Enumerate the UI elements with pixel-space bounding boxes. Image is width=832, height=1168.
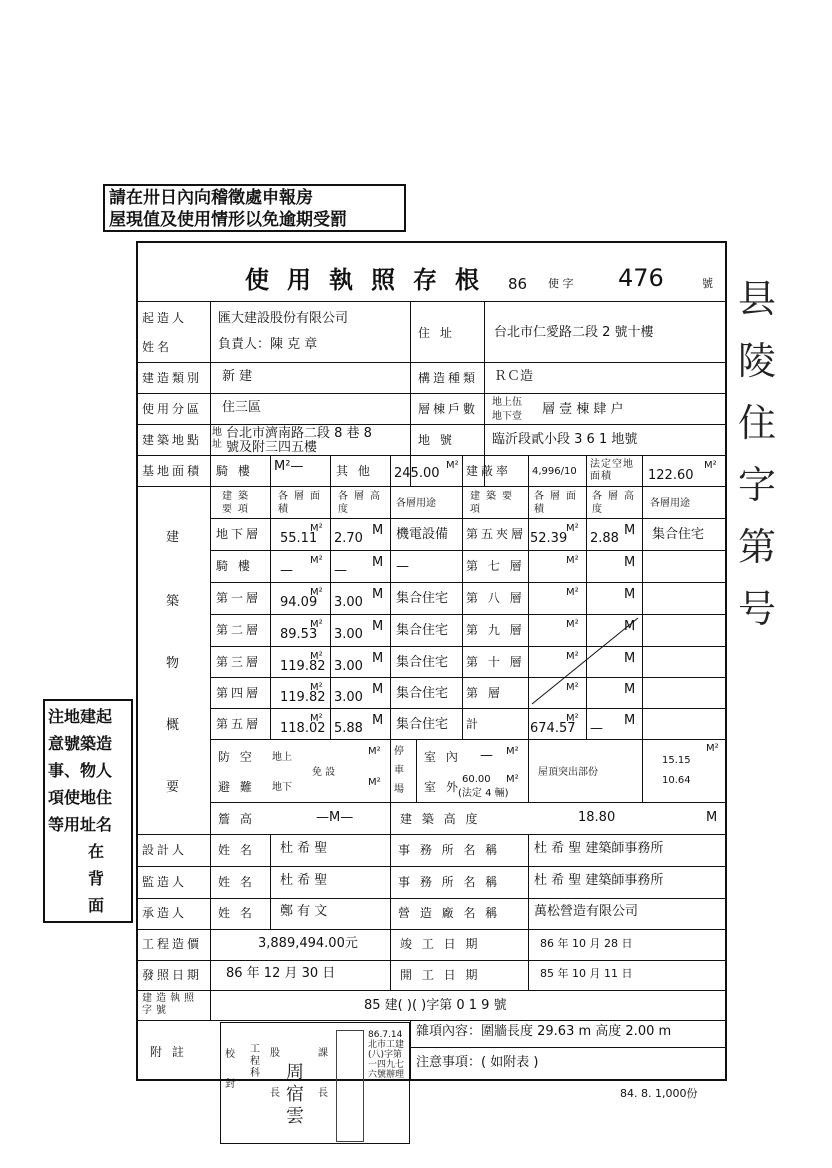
notes-attention: 注意事項：( 如附表 ) (416, 1055, 539, 1070)
form-title: 使用執照存根 (245, 266, 497, 294)
supervisor-office: 杜 希 聖 建築師事務所 (534, 873, 664, 888)
right-floor-name: 第五夾層 (466, 527, 527, 541)
roof-label: 屋頂突出部份 (538, 767, 598, 778)
row-line (136, 455, 727, 456)
row-line (136, 301, 727, 302)
header-number: 476 (618, 264, 664, 292)
row-line (410, 1047, 727, 1048)
left-floor-area-unit: M² (310, 713, 323, 724)
req-label: 法定空地面積 (590, 459, 634, 482)
parking-outdoor: 室 外 (424, 780, 461, 794)
builder-name: 鄭 有 文 (280, 904, 328, 919)
side-note-line-4: 項使地住 (48, 788, 113, 807)
left-floor-area-unit: M² (310, 587, 323, 598)
left-floor-area: 118.02 (280, 721, 326, 736)
left-floor-height: 2.70 (334, 531, 363, 546)
section-char-4: 概 (166, 718, 180, 733)
left-floor-name: 第三層 (216, 655, 262, 669)
section-char-1: 建 (166, 530, 180, 545)
row-line (210, 582, 727, 583)
parking-indoor-val: — (480, 748, 493, 763)
floors-up: 地上伍 (492, 397, 522, 408)
left-floor-use: — (396, 559, 409, 574)
seal-col-3: 股長 (270, 1048, 280, 1099)
row-line (136, 393, 727, 394)
applicant-rep: 負責人：陳 克 章 (218, 337, 318, 352)
right-floor-name: 第 七 層 (466, 559, 525, 573)
header-zi: 使 字 (548, 277, 574, 290)
shelter-unit-1: M² (368, 746, 381, 757)
right-floor-area-unit: M² (566, 651, 579, 662)
roof-val-1: 15.15 (662, 755, 691, 766)
left-floor-height-unit: M (372, 682, 384, 697)
col-line (390, 802, 391, 834)
designer-name: 杜 希 聖 (280, 841, 328, 856)
left-floor-use: 集合住宅 (396, 717, 449, 732)
left-floor-height-unit: M (372, 619, 384, 634)
notes-label: 附 註 (150, 1045, 187, 1059)
side-note-line-2: 意號築造 (48, 734, 113, 753)
footer-print: 84. 8. 1,000份 (620, 1087, 698, 1100)
right-char-3: 住 (738, 401, 777, 445)
section-char-3: 物 (166, 656, 180, 671)
floors-down: 地下壹 (492, 411, 522, 422)
col-line (642, 739, 643, 802)
row-line (136, 866, 727, 867)
permit-value: 85 建( )( )字第 0 1 9 號 (364, 998, 507, 1013)
supervisor-label: 監造人 (142, 875, 188, 889)
col-line (528, 739, 529, 802)
row-line (136, 929, 727, 930)
builder-office-label: 營 造 廠 名 稱 (398, 906, 501, 920)
left-floor-height: 3.00 (334, 690, 363, 705)
row-line (136, 1020, 727, 1021)
col-line (528, 929, 529, 990)
left-floor-area: 119.82 (280, 659, 326, 674)
side-note-line-1: 注地建起 (48, 707, 113, 726)
col-line (586, 455, 587, 486)
right-floor-height-unit: M (624, 651, 636, 666)
col-line (390, 455, 391, 486)
row-line (210, 646, 727, 647)
left-floor-use: 集合住宅 (396, 655, 449, 670)
left-floor-area-unit: M² (310, 651, 323, 662)
shelter-none: 免 設 (312, 767, 336, 778)
notice-line-2: 屋現值及使用情形以免逾期受罰 (109, 210, 347, 230)
done-label: 竣 工 日 期 (400, 937, 481, 951)
applicant-label-1: 起造人 (142, 311, 188, 325)
col-line (528, 834, 529, 929)
side-note-box (43, 699, 133, 923)
seal-stamp (336, 1030, 364, 1142)
row-line (136, 898, 727, 899)
col-line (390, 486, 391, 739)
row-line (210, 614, 727, 615)
build-type-value: 新 建 (222, 369, 253, 384)
left-floor-area: 119.82 (280, 690, 326, 705)
col-area-left: 各層面積 (278, 491, 326, 515)
col-line (210, 301, 211, 1020)
col-area-right: 各層面積 (534, 491, 582, 515)
right-char-4: 字 (738, 463, 777, 507)
left-floor-name: 第二層 (216, 623, 262, 637)
section-char-5: 要 (166, 780, 180, 795)
col-line (270, 455, 271, 486)
site-addr-2: 號及附三四五樓 (226, 440, 318, 455)
col-line (416, 739, 417, 802)
col-line (330, 486, 331, 739)
row-line (210, 677, 727, 678)
start-label: 開 工 日 期 (400, 968, 481, 982)
row-line (210, 802, 727, 803)
left-floor-height: 3.00 (334, 659, 363, 674)
building-height-value: 18.80 (578, 810, 616, 825)
building-height-unit: M (706, 810, 718, 825)
shelter-label-2: 避 難 (218, 780, 255, 794)
area-label: 基地面積 (142, 464, 203, 478)
col-height-left: 各層高度 (338, 491, 386, 515)
right-floor-area-unit: M² (566, 587, 579, 598)
left-floor-area-unit: M² (310, 555, 323, 566)
col-line (270, 834, 271, 929)
building-height-label: 建 築 高 度 (400, 812, 481, 826)
right-floor-area-unit: M² (566, 523, 579, 534)
seal-col-2: 工程科 (250, 1044, 260, 1079)
left-floor-area-unit: M² (310, 682, 323, 693)
site-label: 建築地點 (142, 433, 203, 447)
parking-indoor: 室 內 (424, 750, 461, 764)
other-value: 245.00 (394, 466, 440, 481)
left-floor-use: 機電設備 (396, 527, 449, 542)
applicant-company: 匯大建設股份有限公司 (218, 311, 349, 326)
seal-text: 86.7.14 北市工建(八)字第一四九七六號辦理 (368, 1030, 405, 1080)
applicant-label-2: 姓名 (142, 340, 173, 354)
cost-label: 工程造價 (142, 937, 203, 951)
right-floor-area: 674.57 (530, 721, 576, 736)
row-line (136, 960, 727, 961)
left-floor-use: 集合住宅 (396, 623, 449, 638)
col-line (390, 834, 391, 929)
row-line (136, 834, 727, 835)
left-floor-height-unit: M (372, 651, 384, 666)
side-note-line-5: 等用址名 (48, 815, 113, 834)
coverage-label: 建蔽率 (466, 464, 512, 478)
left-floor-height: — (334, 563, 347, 578)
col-line (330, 455, 331, 486)
cost-value: 3,889,494.00元 (258, 936, 358, 951)
site-sub-label: 地址 (212, 427, 222, 450)
roof-val-2: 10.64 (662, 775, 691, 786)
left-floor-use: 集合住宅 (396, 686, 449, 701)
shelter-below: 地下 (272, 782, 292, 793)
left-floor-area: 55.11 (280, 531, 318, 546)
arcade-value: M²— (274, 459, 304, 474)
right-char-2: 陵 (738, 339, 777, 383)
row-line (210, 518, 727, 519)
left-floor-area-unit: M² (310, 619, 323, 630)
other-unit: M² (446, 460, 459, 471)
left-floor-use: 集合住宅 (396, 591, 449, 606)
designer-office: 杜 希 聖 建築師事務所 (534, 841, 664, 856)
left-floor-height: 5.88 (334, 721, 363, 736)
col-use-left: 各層用途 (396, 498, 436, 509)
address-value: 台北市仁愛路二段 2 號十樓 (494, 325, 654, 340)
permit-label: 建造執照字號 (142, 993, 198, 1016)
shelter-unit-2: M² (368, 777, 381, 788)
col-item-right: 建築要項 (470, 491, 518, 515)
seal-col-1: 校對 (225, 1049, 235, 1090)
lot-label: 地 號 (418, 433, 455, 447)
arcade-label: 騎 樓 (216, 464, 253, 478)
lot-value: 臨沂段貳小段 3 6 1 地號 (492, 432, 638, 447)
header-hao: 號 (702, 277, 713, 290)
struct-value: ＲＣ造 (494, 369, 534, 384)
address-label: 住 址 (418, 326, 455, 340)
designer-name-label: 姓 名 (218, 843, 255, 857)
left-floor-height: 3.00 (334, 627, 363, 642)
right-floor-height-unit: M (624, 587, 636, 602)
right-char-6: 号 (738, 587, 777, 631)
col-line (270, 486, 271, 739)
req-value: 122.60 (648, 468, 694, 483)
col-line (410, 1020, 411, 1081)
side-note-line-7: 背 (88, 869, 105, 888)
col-line (390, 739, 391, 802)
floors-rest: 層 壹 棟 肆 户 (542, 402, 624, 417)
supervisor-name-label: 姓 名 (218, 875, 255, 889)
col-item-left: 建築要項 (222, 491, 254, 515)
left-floor-height-unit: M (372, 523, 384, 538)
approval-stamp: 周宿雲 (286, 1062, 304, 1127)
row-line (136, 486, 727, 487)
col-height-right: 各層高度 (592, 491, 640, 515)
left-floor-area-unit: M² (310, 523, 323, 534)
section-char-2: 築 (166, 594, 180, 609)
right-floor-height-unit: M (624, 713, 636, 728)
parking-indoor-unit: M² (506, 746, 519, 757)
shelter-above: 地上 (272, 752, 292, 763)
row-line (210, 708, 727, 709)
left-floor-area: 94.09 (280, 595, 318, 610)
right-floor-height-unit: M (624, 555, 636, 570)
col-line (462, 455, 463, 486)
parking-legal: (法定 4 輛) (458, 788, 509, 799)
zoning-value: 住三區 (222, 400, 262, 415)
left-floor-name: 第五層 (216, 717, 262, 731)
done-value: 86 年 10 月 28 日 (540, 937, 633, 950)
right-margin-chars (738, 268, 798, 640)
supervisor-name: 杜 希 聖 (280, 873, 328, 888)
row-line (136, 424, 727, 425)
left-floor-area: — (280, 563, 293, 578)
col-use-right: 各層用途 (650, 498, 690, 509)
builder-name-label: 姓 名 (218, 906, 255, 920)
row-line (210, 739, 727, 740)
row-line (136, 362, 727, 363)
roof-unit: M² (706, 743, 719, 754)
issue-value: 86 年 12 月 30 日 (226, 966, 336, 981)
right-floor-area: 52.39 (530, 531, 568, 546)
issue-label: 發照日期 (142, 968, 203, 982)
left-floor-name: 騎 樓 (216, 559, 253, 573)
builder-label: 承造人 (142, 906, 188, 920)
col-line (642, 455, 643, 486)
left-floor-name: 地下層 (216, 527, 262, 541)
left-floor-height-unit: M (372, 587, 384, 602)
zoning-label: 使用分區 (142, 402, 203, 416)
right-floor-name: 計 (466, 717, 482, 731)
right-floor-area-unit: M² (566, 713, 579, 724)
col-line (642, 486, 643, 739)
parking-outdoor-unit: M² (506, 774, 519, 785)
right-floor-height: — (590, 721, 603, 736)
parking-label: 停車場 (394, 746, 404, 795)
left-floor-height: 3.00 (334, 595, 363, 610)
left-floor-name: 第一層 (216, 591, 262, 605)
right-floor-name: 第 層 (466, 686, 503, 700)
floors-label: 層棟戶數 (418, 402, 479, 416)
designer-office-label: 事 務 所 名 稱 (398, 843, 501, 857)
right-floor-height-unit: M (624, 682, 636, 697)
right-floor-height: 2.88 (590, 531, 619, 546)
right-floor-height-unit: M (624, 523, 636, 538)
row-line (136, 990, 727, 991)
right-floor-name: 第 十 層 (466, 655, 525, 669)
right-floor-name: 第 九 層 (466, 623, 525, 637)
left-floor-height-unit: M (372, 713, 384, 728)
right-floor-height-unit: M (624, 619, 636, 634)
side-note-line-3: 事、物人 (48, 761, 113, 780)
right-floor-use: 集合住宅 (652, 527, 705, 542)
right-floor-area-unit: M² (566, 555, 579, 566)
left-floor-name: 第四層 (216, 686, 262, 700)
right-floor-area-unit: M² (566, 682, 579, 693)
col-line (528, 455, 529, 486)
coverage-value: 4,996/10 (532, 466, 577, 477)
shelter-label-1: 防 空 (218, 750, 255, 764)
struct-label: 構造種類 (418, 371, 479, 385)
right-char-1: 县 (738, 277, 777, 321)
left-floor-height-unit: M (372, 555, 384, 570)
supervisor-office-label: 事 務 所 名 稱 (398, 875, 501, 889)
eaves-value: —M— (316, 810, 354, 825)
row-line (210, 550, 727, 551)
col-line (484, 301, 485, 486)
parking-outdoor-val: 60.00 (462, 774, 491, 785)
col-line (410, 301, 411, 486)
right-floor-name: 第 八 層 (466, 591, 525, 605)
col-line (462, 486, 463, 739)
site-addr-1: 台北市濟南路二段 8 巷 8 (226, 426, 372, 441)
seal-col-4: 課長 (318, 1048, 328, 1099)
right-char-5: 第 (738, 525, 777, 569)
eaves-label: 簷 高 (218, 812, 255, 826)
builder-office: 萬松營造有限公司 (534, 904, 639, 919)
designer-label: 設計人 (142, 843, 188, 857)
side-note-line-6: 在 (88, 842, 105, 861)
header-year: 86 (508, 275, 528, 293)
col-line (390, 929, 391, 990)
notice-line-1: 請在卅日內向稽徵處申報房 (109, 188, 313, 208)
req-unit: M² (704, 460, 717, 471)
left-floor-area: 89.53 (280, 627, 318, 642)
side-note-line-8: 面 (88, 896, 105, 915)
other-label: 其 他 (336, 464, 373, 478)
start-value: 85 年 10 月 11 日 (540, 967, 633, 980)
notice-stamp (103, 184, 406, 232)
right-floor-area-unit: M² (566, 619, 579, 630)
notes-misc: 雜項內容：圍牆長度 29.63 m 高度 2.00 m (416, 1024, 672, 1039)
build-type-label: 建造類別 (142, 371, 203, 385)
